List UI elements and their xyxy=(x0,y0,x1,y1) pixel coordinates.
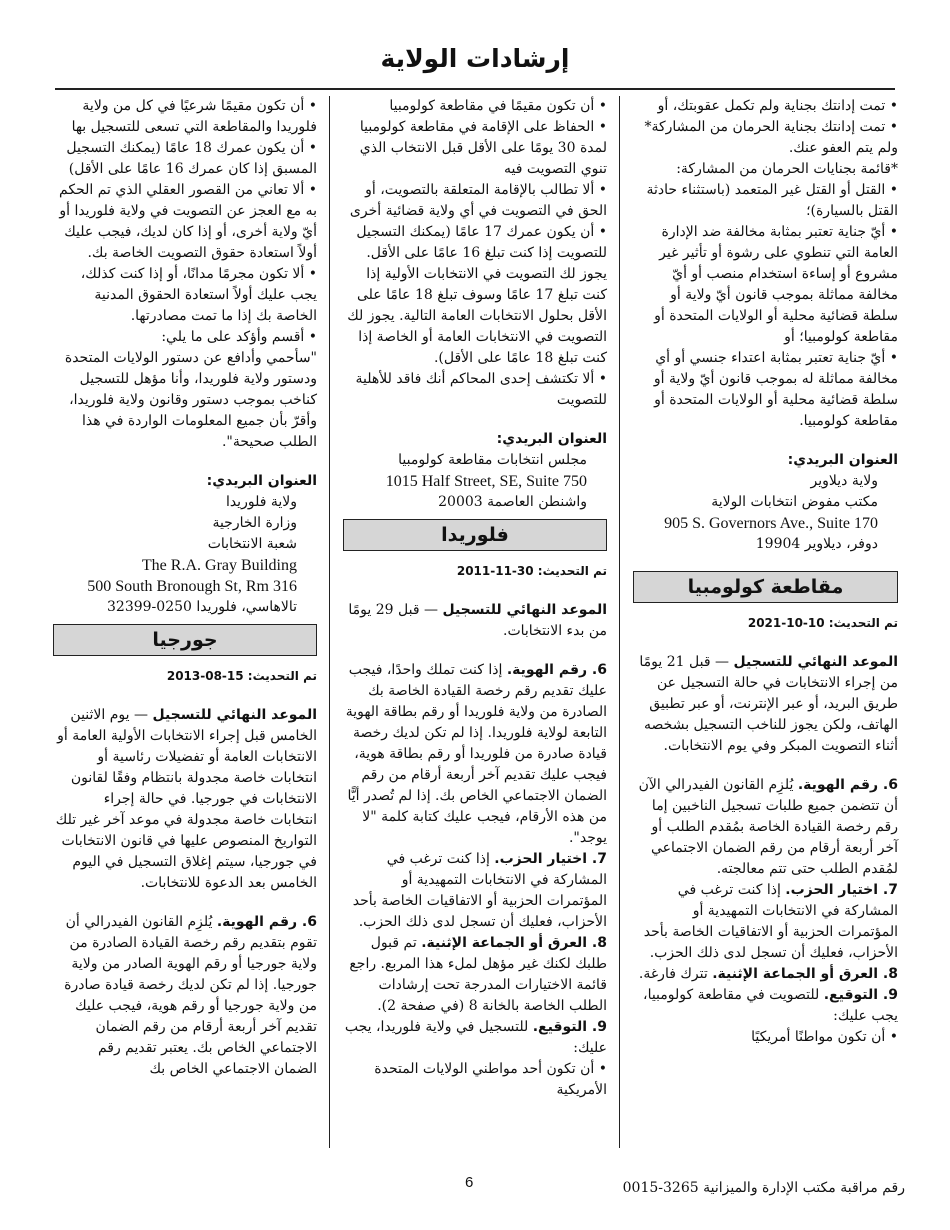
id-label: 6. رقم الهوية. xyxy=(506,662,607,678)
race-text: تم قبول طلبك لكنك غير مؤهل لملء هذا المربع. راجع قائمة الاختيارات المدرجة تحت إرشادات الطلب الخاصة بالخانة 8 (في صفحة 2). xyxy=(349,935,607,1014)
id-label: 6. رقم الهوية. xyxy=(797,777,898,793)
signature-paragraph xyxy=(343,1017,607,1059)
signature-label: 9. التوقيع. xyxy=(823,987,898,1003)
mailing-address-label: العنوان البريدي: xyxy=(787,452,898,468)
bullet-line: • تمت إدانتك بجناية ولم تكمل عقوبتك، أو xyxy=(657,98,898,114)
party-text: إذا كنت ترغب في المشاركة في الانتخابات التمهيدية أو المؤتمرات الحزبية أو الاتفاقيات الخاصة بأحد الأحزاب، فعليك أن تسجل لدى ذلك الحزب. xyxy=(352,851,607,930)
bullet-line: • أقسم وأؤكد على ما يلي: xyxy=(161,329,317,345)
mailing-address xyxy=(633,471,898,555)
updated-label: تم التحديث: xyxy=(828,616,898,630)
party-label: 7. اختيار الحزب. xyxy=(494,851,607,867)
race-label: 8. العرق أو الجماعة الإثنية. xyxy=(712,966,898,982)
party-paragraph xyxy=(633,880,898,964)
deadline-text: — قبل 29 يومًا من بدء الانتخابات. xyxy=(348,602,607,639)
id-text: إذا كنت تملك واحدًا، فيجب عليك تقديم رقم رخصة القيادة الخاصة بك الصادرة من ولاية فلوريدا أو رقم بطاقة الهوية التابعة لولاية فلوريدا. إذا لم تكن لديك رخصة قيادة صادرة من فلوريدا أو رقم بطاقة هوية، فيجب عليك تقديم آخر أربعة أرقام من رقم الضمان الاجتماعي الخاص بك. إذا لم تُصدر أيًّا من هذه الأرقام، فيجب عليك كتابة كلمة "لا يوجد". xyxy=(345,662,607,846)
race-text: تترك فارغة. xyxy=(638,966,713,982)
id-paragraph xyxy=(53,912,317,1080)
mailing-address-label: العنوان البريدي: xyxy=(496,431,607,447)
id-paragraph xyxy=(633,775,898,880)
page-title: إرشادات الولاية xyxy=(380,44,570,73)
updated-label: تم التحديث: xyxy=(537,564,607,578)
race-label: 8. العرق أو الجماعة الإثنية. xyxy=(421,935,607,951)
race-paragraph xyxy=(343,933,607,1017)
race-paragraph xyxy=(633,964,898,985)
column-divider-left xyxy=(329,96,330,1148)
address-building: The R.A. Gray Building xyxy=(141,557,297,574)
bullet-line: • أن يكون عمرك 17 عامًا (يمكنك التسجيل للتصويت إذا كنت تبلغ 16 عامًا على الأقل. يجوز لك التصويت في الانتخابات الأولية إذا كنت تبلغ 17 عامًا وسوف تبلغ 18 عامًا على الأقل بحلول الانتخابات العامة التالية. يجوز لك التصويت في الانتخابات العامة أو الخاصة إذا كنت تبلغ 18 عامًا على الأقل). xyxy=(347,224,607,366)
mailing-address-label: العنوان البريدي: xyxy=(206,473,317,489)
bullet-line: • أن تكون مواطنًا أمريكيًا xyxy=(751,1029,898,1045)
id-label: 6. رقم الهوية. xyxy=(216,914,317,930)
deadline-text: — قبل 21 يومًا من إجراء الانتخابات في حالة التسجيل عن طريق البريد، أو عبر الإنترنت، أو عبر تطبيق الهاتف، ولكن يجوز للناخب التسجيل بشخصه أثناء التصويت المبكر وفي يوم الانتخابات. xyxy=(639,654,898,754)
column-divider-right xyxy=(619,96,620,1148)
address-line: شعبة الانتخابات xyxy=(207,536,297,552)
bullet-line: • ألا تكون مجرمًا مدانًا، أو إذا كنت كذلك، يجب عليك أولاً استعادة الحقوق المدنية الخاصة بك إذا ما تمت مصادرتها. xyxy=(80,266,317,324)
deadline-paragraph xyxy=(343,600,607,642)
id-paragraph xyxy=(343,660,607,849)
bullet-line: • أن يكون عمرك 18 عامًا (يمكنك التسجيل المسبق إذا كان عمرك 16 عامًا على الأقل) xyxy=(66,140,317,177)
updated-date: 2021-10-10 xyxy=(747,616,825,630)
address-street: 905 S. Governors Ave., Suite 170 xyxy=(664,515,878,532)
address-line: ولاية فلوريدا xyxy=(225,494,297,510)
bullet-line: • أيّ جناية تعتبر بمثابة اعتداء جنسي أو أي مخالفة مماثلة له بموجب قانون أيّ ولاية أو سلطة قضائية محلية أو الولايات المتحدة أو مقاطعة كولومبيا. xyxy=(653,350,898,429)
address-line: مكتب مفوض انتخابات الولاية xyxy=(711,494,878,510)
bullet-line: • أن تكون أحد مواطني الولايات المتحدة الأمريكية xyxy=(374,1061,607,1098)
bullet-line: • أيّ جناية تعتبر بمثابة مخالفة ضد الإدارة العامة التي تنطوي على رشوة أو تأثير غير مشروع أو إساءة استخدام منصب أو أيّ مخالفة مماثلة بموجب قانون أيّ ولاية أو سلطة قضائية محلية أو الولايات المتحدة أو مقاطعة كولومبيا؛ أو xyxy=(654,224,898,345)
id-text: يُلزِم القانون الفيدرالي أن تقوم بتقديم رقم رخصة القيادة الصادرة من ولاية جورجيا أو رقم الهوية الصادر من ولاية جورجيا. إذا لم تكن لديك رخصة قيادة صادرة من ولاية جورجيا أو رقم هوية، فيجب عليك تقديم آخر أربعة أرقام من رقم الضمان الاجتماعي الخاص بك. يعتبر تقديم رقم الضمان الاجتماعي الخاص بك xyxy=(64,914,317,1077)
column-right xyxy=(633,96,898,1048)
bullet-line: • ألا تعاني من القصور العقلي الذي تم الحكم به مع العجز عن التصويت في ولاية فلوريدا أو أيّ ولاية أخرى، أو إذا كان لديك، فيجب عليك أولاً استعادة حقوق التصويت الخاصة بك. xyxy=(59,182,317,261)
section-header-dc: مقاطعة كولومبيا xyxy=(633,571,898,603)
bullet-line: • أن تكون مقيمًا في مقاطعة كولومبيا xyxy=(389,98,607,114)
signature-text: للتسجيل في ولاية فلوريدا، يجب عليك: xyxy=(344,1019,607,1056)
address-line: وزارة الخارجية xyxy=(212,515,297,531)
address-city: تالاهاسي، فلوريدا 0250-32399 xyxy=(107,599,297,615)
mailing-address xyxy=(343,450,607,513)
column-left xyxy=(53,96,317,1080)
omb-control-number: رقم مراقبة مكتب الإدارة والميزانية 3265-0015 xyxy=(622,1180,905,1196)
address-line: مجلس انتخابات مقاطعة كولومبيا xyxy=(398,452,587,468)
bullet-line: • الحفاظ على الإقامة في مقاطعة كولومبيا لمدة 30 يومًا على الأقل قبل الانتخاب الذي تنوي التصويت فيه xyxy=(359,119,607,177)
address-city: واشنطن العاصمة 20003 xyxy=(438,494,587,510)
address-street: 1015 Half Street, SE, Suite 750 xyxy=(385,473,587,490)
updated-label: تم التحديث: xyxy=(247,669,317,683)
deadline-label: الموعد النهائي للتسجيل xyxy=(442,602,607,618)
party-paragraph xyxy=(343,849,607,933)
address-line: ولاية ديلاوير xyxy=(810,473,878,489)
deadline-label: الموعد النهائي للتسجيل xyxy=(733,654,898,670)
deadline-label: الموعد النهائي للتسجيل xyxy=(152,707,317,723)
deadline-paragraph xyxy=(633,652,898,757)
mailing-address xyxy=(53,492,317,618)
updated-line xyxy=(633,613,898,634)
updated-date: 2013-08-15 xyxy=(166,669,244,683)
section-header-florida: فلوريدا xyxy=(343,519,607,551)
signature-paragraph xyxy=(633,985,898,1027)
deadline-text: — يوم الاثنين الخامس قبل إجراء الانتخابات الأولية العامة أو الانتخابات العامة أو تفضيلات رئاسية أو انتخابات خاصة مجدولة بانتظام وفقًا لقانون الانتخابات في جورجيا. في حالة إجراء انتخابات خاصة مجدولة في موعد آخر غير تلك التواريخ المنصوص عليها في قانون الانتخابات في جورجيا، سيتم إغلاق التسجيل في اليوم الخامس بعد الدعوة للانتخابات. xyxy=(55,707,317,891)
bullet-line: • تمت إدانتك بجناية الحرمان من المشاركة* ولم يتم العفو عنك. xyxy=(644,119,898,156)
bullet-line: • أن تكون مقيمًا شرعيًا في كل من ولاية فلوريدا والمقاطعة التي تسعى للتسجيل بها xyxy=(71,98,317,135)
id-text: يُلزِم القانون الفيدرالي الآن أن تتضمن جميع طلبات تسجيل الناخبين إما رقم رخصة القيادة الخاصة بمُقدم الطلب أو آخر أربعة أرقام من رقم الضمان الاجتماعي لمُقدم الطلب حتى تتم معالجته. xyxy=(638,777,898,877)
updated-line xyxy=(53,666,317,687)
party-label: 7. اختيار الحزب. xyxy=(785,882,898,898)
deadline-paragraph xyxy=(53,705,317,894)
address-city: دوفر، ديلاوير 19904 xyxy=(755,536,878,552)
column-middle xyxy=(343,96,607,1101)
bullet-line: • ألا تكتشف إحدى المحاكم أنك فاقد للأهلية للتصويت xyxy=(355,371,607,408)
note-line: *قائمة بجنايات الحرمان من المشاركة: xyxy=(676,161,898,177)
title-rule xyxy=(55,88,895,90)
oath-text: "سأحمي وأدافع عن دستور الولايات المتحدة ودستور ولاية فلوريدا، وأنا مؤهل للتسجيل كناخب بموجب دستور وقانون ولاية فلوريدا، وأقرّ بأن جميع المعلومات الواردة في هذا الطلب صحيحة". xyxy=(64,350,317,450)
address-street: 500 South Bronough St, Rm 316 xyxy=(87,578,297,595)
page-number: 6 xyxy=(465,1174,474,1191)
updated-line xyxy=(343,561,607,582)
signature-label: 9. التوقيع. xyxy=(532,1019,607,1035)
updated-date: 2011-11-30 xyxy=(456,564,534,578)
bullet-line: • ألا تطالب بالإقامة المتعلقة بالتصويت، أو الحق في التصويت في أي ولاية قضائية أخرى xyxy=(349,182,607,219)
party-text: إذا كنت ترغب في المشاركة في الانتخابات التمهيدية أو المؤتمرات الحزبية أو الاتفاقيات الخاصة بأحد الأحزاب، فعليك أن تسجل لدى ذلك الحزب. xyxy=(643,882,898,961)
bullet-line: • القتل أو القتل غير المتعمد (باستثناء حادثة القتل بالسيارة)؛ xyxy=(646,182,898,219)
section-header-georgia: جورجيا xyxy=(53,624,317,656)
signature-text: للتصويت في مقاطعة كولومبيا، يجب عليك: xyxy=(643,987,898,1024)
